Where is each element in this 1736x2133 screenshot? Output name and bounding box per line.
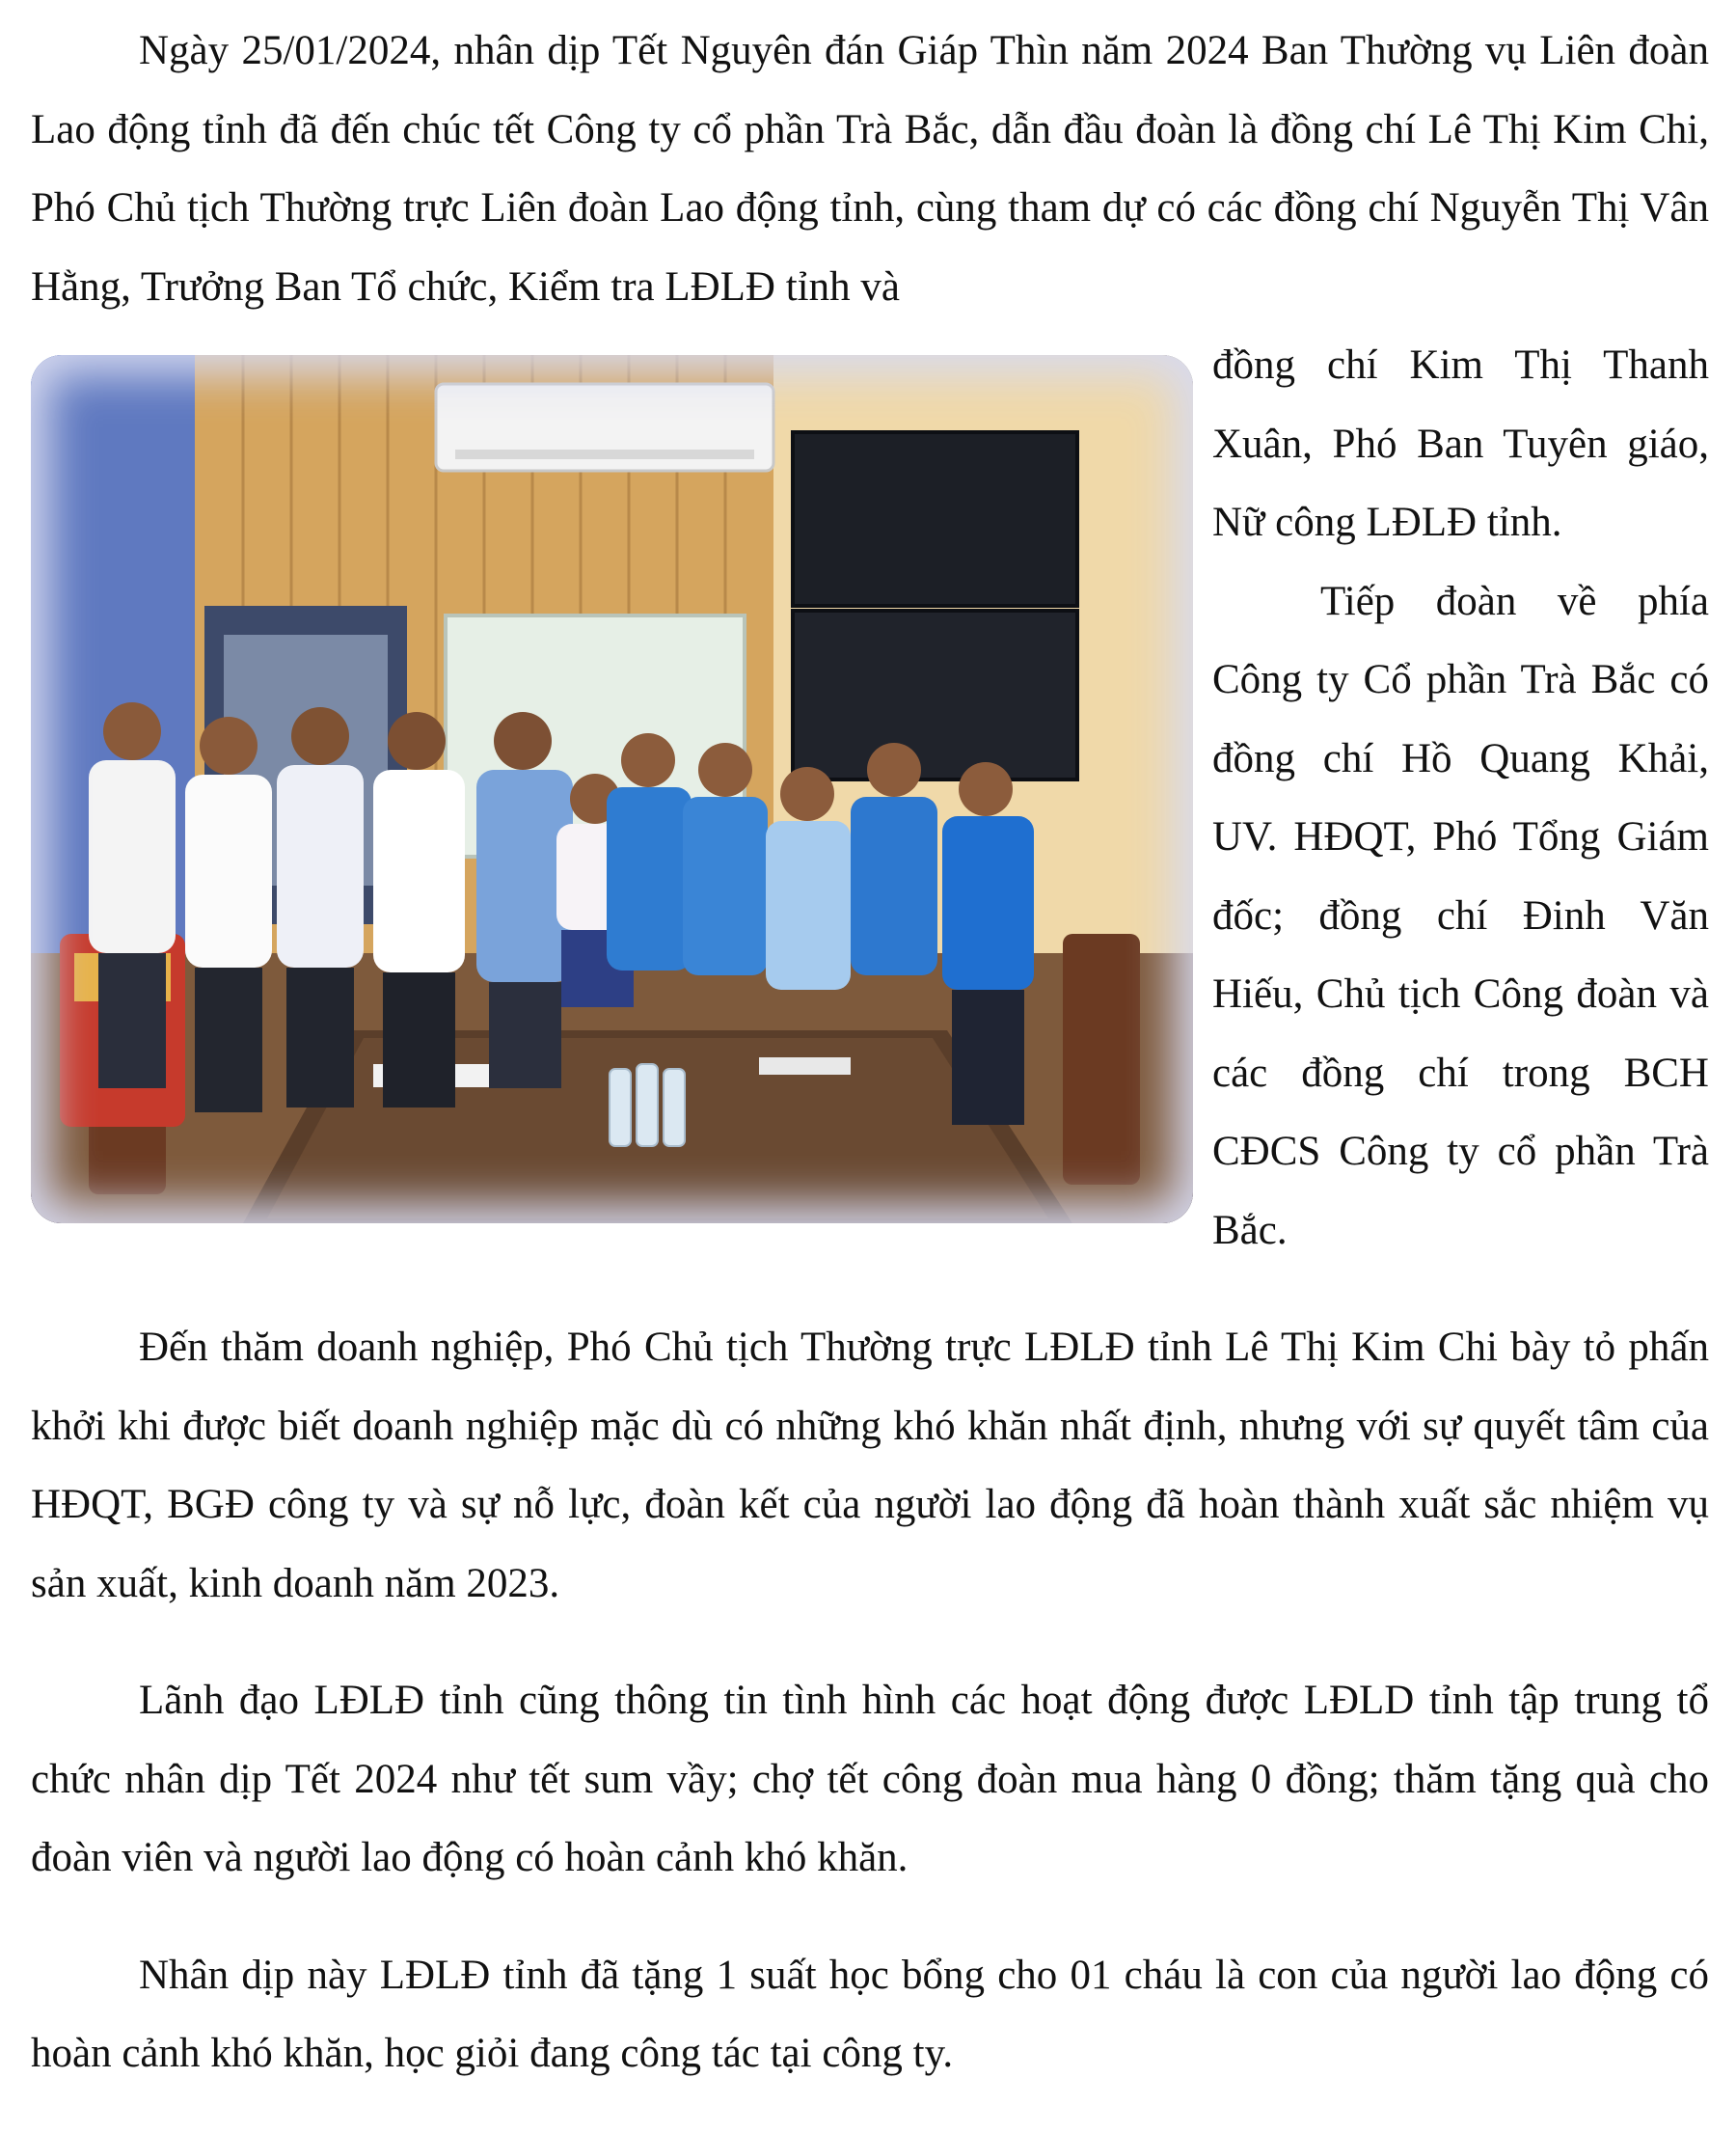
paragraph-1-continued: đồng chí Kim Thị Thanh Xuân, Phó Ban Tuyên giáo, Nữ công LĐLĐ tỉnh. bbox=[1212, 342, 1709, 545]
paragraph-5: Nhân dịp này LĐLĐ tỉnh đã tặng 1 suất học bổng cho 01 cháu là con của người lao động có hoàn cảnh khó khăn, học giỏi đang công tác tại công ty. bbox=[31, 1952, 1709, 2076]
paragraph-1-intro: Ngày 25/01/2024, nhân dịp Tết Nguyên đán Giáp Thìn năm 2024 Ban Thường vụ Liên đoàn Lao động tỉnh đã đến chúc tết Công ty cổ phần Trà Bắc, dẫn đầu đoàn là đồng chí Lê Thị Kim Chi, Phó Chủ tịch Thường trực Liên đoàn Lao động tỉnh, cùng tham dự có các đồng chí Nguyễn Thị Vân Hằng, Trưởng Ban Tổ chức, Kiểm tra LĐLĐ tỉnh và bbox=[31, 28, 1709, 310]
paragraph-3: Đến thăm doanh nghiệp, Phó Chủ tịch Thường trực LĐLĐ tỉnh Lê Thị Kim Chi bày tỏ phấn khởi khi được biết doanh nghiệp mặc dù có những khó khăn nhất định, nhưng với sự quyết tâm của HĐQT, BGĐ công ty và sự nỗ lực, đoàn kết của người lao động đã hoàn thành xuất sắc nhiệm vụ sản xuất, kinh doanh năm 2023. bbox=[31, 1325, 1709, 1606]
article-body bbox=[31, 12, 1709, 2093]
group-photo bbox=[31, 355, 1193, 1223]
paragraph-2: Tiếp đoàn về phía Công ty Cổ phần Trà Bắc có đồng chí Hồ Quang Khải, UV. HĐQT, Phó Tổng Giám đốc; đồng chí Đinh Văn Hiếu, Chủ tịch Công đoàn và các đồng chí trong BCH CĐCS Công ty cổ phần Trà Bắc. bbox=[1212, 578, 1709, 1253]
paragraph-4: Lãnh đạo LĐLĐ tỉnh cũng thông tin tình hình các hoạt động được LĐLD tỉnh tập trung tổ chức nhân dịp Tết 2024 như tết sum vầy; chợ tết công đoàn mua hàng 0 đồng; thăm tặng quà cho đoàn viên và người lao động có hoàn cảnh khó khăn. bbox=[31, 1678, 1709, 1880]
group-photo-illustration bbox=[31, 355, 1193, 1223]
